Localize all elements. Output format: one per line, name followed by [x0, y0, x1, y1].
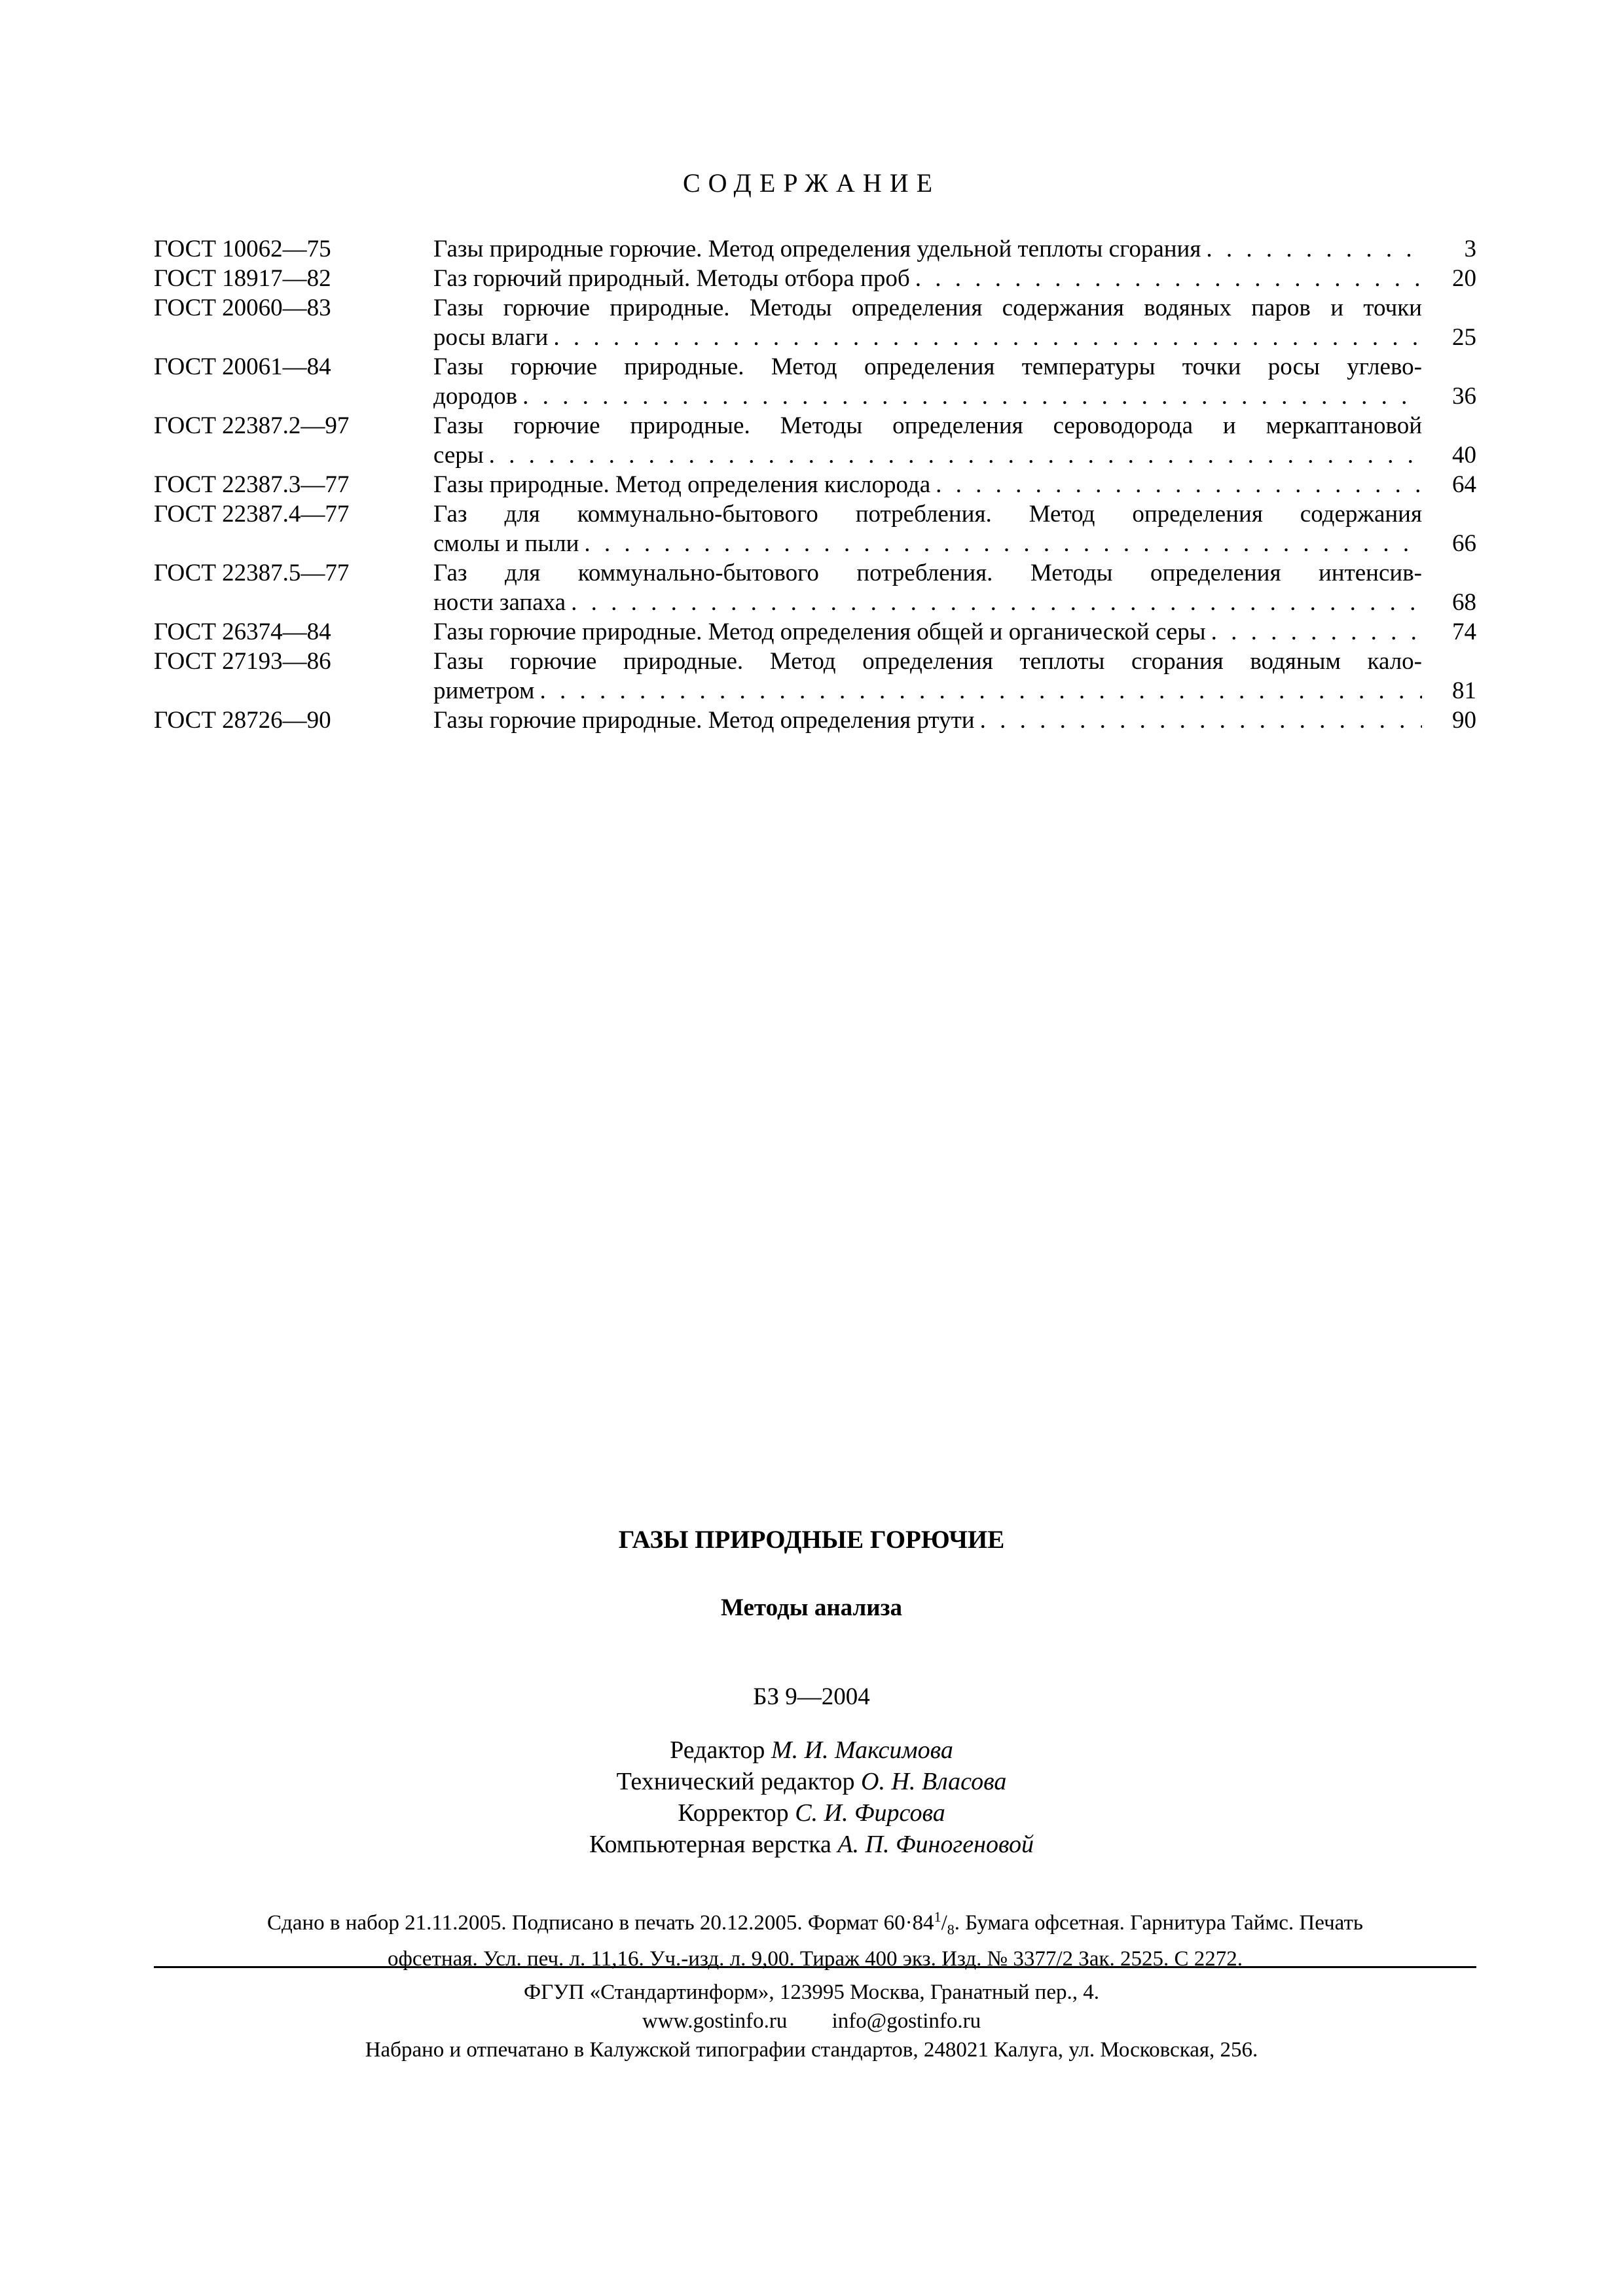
staff-editor [0, 1734, 1623, 1766]
publisher-email[interactable]: info@gostinfo.ru [831, 2009, 981, 2033]
toc-code: ГОСТ 20060—83 [154, 295, 331, 321]
toc-title-line: Газ для коммунально-бытового потребления. Методы определения интенсив- [433, 560, 1422, 586]
toc-title [433, 470, 1422, 499]
toc-leader-dots [484, 440, 1422, 470]
divider-rule [154, 1966, 1476, 1968]
toc-title [433, 499, 1422, 558]
toc-page-number: 25 [1452, 324, 1476, 351]
toc-code: ГОСТ 18917—82 [154, 265, 331, 292]
toc-title-line: Газы горючие природные. Метод определения температуры точки росы углево- [433, 353, 1422, 380]
toc-code: ГОСТ 22387.3—77 [154, 471, 350, 498]
staff-name: М. И. Максимова [771, 1736, 953, 1764]
staff-name: О. Н. Власова [861, 1768, 1007, 1795]
toc-code: ГОСТ 22387.4—77 [154, 501, 350, 528]
toc-row [154, 234, 1476, 264]
staff-role: Корректор [678, 1799, 789, 1827]
staff-proofreader [0, 1797, 1623, 1829]
printer-info: Набрано и отпечатано в Калужской типографии стандартов, 248021 Калуга, ул. Московская, 256. [365, 2038, 1258, 2062]
toc-leader-dots [517, 382, 1422, 411]
print-info-line-1: Сдано в набор 21.11.2005. Подписано в печать 20.12.2005. Формат $60\cdot 84^1/_8$. Бумага офсетная. Гарнитура Таймс. Печать [267, 1909, 1363, 1938]
toc-code: ГОСТ 20061—84 [154, 353, 331, 380]
toc-leader-dots [534, 676, 1422, 706]
toc-title-line: смолы и пыли [433, 530, 579, 557]
toc-title-line: серы [433, 442, 484, 469]
print-info-line-2: офсетная. Усл. печ. л. 11,16. Уч.-изд. л. 9,00. Тираж 400 экз. Изд. № 3377/2 Зак. 2525. С 2272. [387, 1946, 1243, 1971]
toc-title [433, 647, 1422, 706]
toc-code: ГОСТ 27193—86 [154, 648, 331, 675]
toc-title-line: Газы горючие природные. Метод определения теплоты сгорания водяным кало- [433, 648, 1422, 675]
toc-code: ГОСТ 22387.2—97 [154, 412, 350, 439]
toc-title-line: Газы горючие природные. Методы определения сероводорода и меркаптановой [433, 412, 1422, 439]
toc-row [154, 558, 1476, 617]
staff-name: А. П. Финогеновой [837, 1831, 1034, 1858]
toc-code: ГОСТ 22387.5—77 [154, 560, 350, 586]
fraction-denominator: 8 [947, 1921, 955, 1938]
print-info [154, 1903, 1476, 1973]
toc-title-line: Газы природные горючие. Метод определения удельной теплоты сгорания [433, 236, 1201, 262]
contents-title: СОДЕРЖАНИЕ [682, 168, 941, 198]
toc-leader-dots [566, 588, 1422, 617]
book-code: БЗ 9—2004 [753, 1683, 870, 1710]
toc-row [154, 647, 1476, 706]
toc-page-number: 36 [1452, 383, 1476, 410]
toc-leader-dots [1206, 617, 1422, 647]
toc-code: ГОСТ 26374—84 [154, 619, 331, 645]
toc-title [433, 264, 1422, 293]
toc-title [433, 293, 1422, 352]
toc-title [433, 411, 1422, 470]
toc-row [154, 293, 1476, 352]
toc-page-number: 66 [1452, 530, 1476, 557]
toc-row [154, 411, 1476, 470]
publisher-website[interactable]: www.gostinfo.ru [642, 2009, 788, 2033]
toc-row [154, 617, 1476, 647]
toc-row [154, 264, 1476, 293]
toc-leader-dots [975, 706, 1422, 735]
toc-page-number: 81 [1452, 677, 1476, 704]
toc-page-number: 64 [1452, 471, 1476, 498]
publisher-address: ФГУП «Стандартинформ», 123995 Москва, Гранатный пер., 4. [524, 1981, 1099, 2004]
toc-title-line: Газы горючие природные. Метод определения ртути [433, 707, 975, 734]
toc-title [433, 617, 1422, 647]
toc-row [154, 499, 1476, 558]
toc-title-line: Газы горючие природные. Метод определения общей и органической серы [433, 619, 1206, 645]
staff-role: Компьютерная верстка [589, 1831, 831, 1858]
toc-page-number: 90 [1452, 707, 1476, 734]
toc-page-number: 3 [1464, 236, 1476, 262]
toc-page-number: 40 [1452, 442, 1476, 469]
toc-title-line: Газы природные. Метод определения кислорода [433, 471, 931, 498]
toc-page-number: 74 [1452, 619, 1476, 645]
staff-layout [0, 1829, 1623, 1860]
toc-row [154, 706, 1476, 735]
staff-technical-editor [0, 1766, 1623, 1797]
toc-title-line: ности запаха [433, 589, 566, 616]
publisher-web [0, 2007, 1623, 2036]
toc-title-line: Газ горючий природный. Методы отбора проб [433, 265, 910, 292]
toc-title-line: Газ для коммунально-бытового потребления. Метод определения содержания [433, 501, 1422, 528]
book-subtitle: Методы анализа [721, 1594, 902, 1621]
toc-row [154, 352, 1476, 411]
print-info-text: . Бумага офсетная. Гарнитура Таймс. Печать [954, 1911, 1363, 1935]
toc-leader-dots [1201, 234, 1422, 264]
toc-page-number: 20 [1452, 265, 1476, 292]
toc-title [433, 558, 1422, 617]
staff-role: Редактор [670, 1736, 765, 1764]
print-info-text: Сдано в набор 21.11.2005. Подписано в печать 20.12.2005. Формат 60·84 [267, 1911, 934, 1935]
staff-name: С. И. Фирсова [795, 1799, 945, 1827]
toc-row [154, 470, 1476, 499]
book-title: ГАЗЫ ПРИРОДНЫЕ ГОРЮЧИЕ [618, 1526, 1005, 1554]
toc-title [433, 706, 1422, 735]
toc-leader-dots [910, 264, 1422, 293]
staff-role: Технический редактор [616, 1768, 855, 1795]
toc-code: ГОСТ 10062—75 [154, 236, 331, 262]
toc-title-line: дородов [433, 383, 518, 410]
toc-title-line: Газы горючие природные. Методы определения содержания водяных паров и точки [433, 295, 1422, 321]
toc-leader-dots [930, 470, 1422, 499]
table-of-contents [154, 234, 1476, 735]
toc-leader-dots [579, 529, 1422, 558]
toc-code: ГОСТ 28726—90 [154, 707, 331, 734]
fraction-numerator: 1 [934, 1909, 941, 1925]
toc-title-line: риметром [433, 677, 535, 704]
toc-leader-dots [548, 323, 1422, 352]
toc-title [433, 352, 1422, 411]
toc-title [433, 234, 1422, 264]
toc-title-line: росы влаги [433, 324, 549, 351]
toc-page-number: 68 [1452, 589, 1476, 616]
